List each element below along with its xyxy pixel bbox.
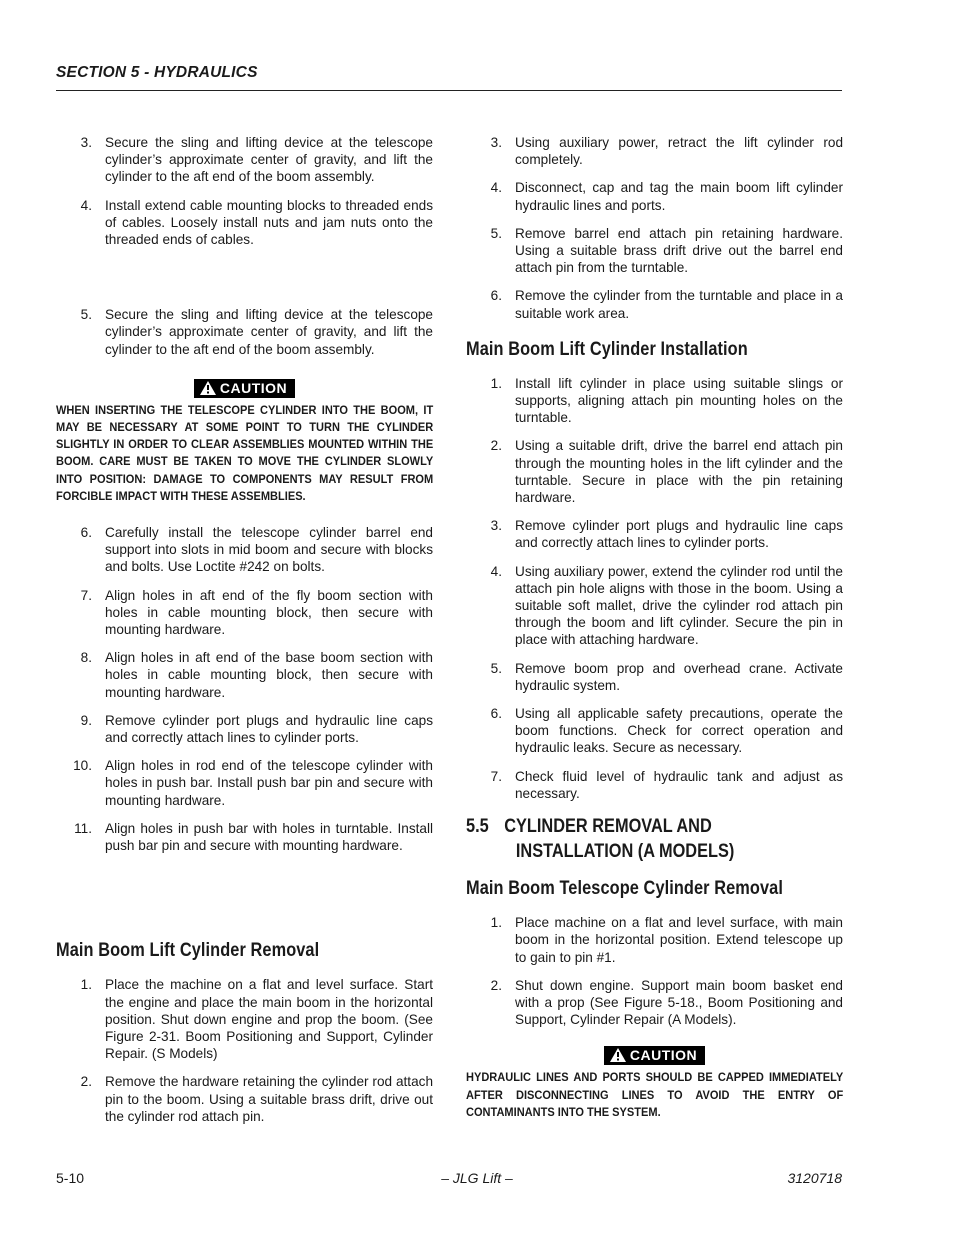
list-item: 5. Secure the sling and lifting device at the telescope cylinder’s approximate center of gravity, and lift the cylinder to the aft end of the boom assembly. <box>80 307 433 357</box>
list-item: 6. Using all applicable safety precautions, operate the boom functions. Check for correct operation and hydraulic leaks. Secure as necessary. <box>490 706 843 756</box>
list-item: 11. Align holes in push bar with holes in turntable. Install push bar pin and secure with mounting hardware. <box>74 820 433 854</box>
page-number: 5-10 <box>56 1170 85 1186</box>
section-number: 5.5 <box>466 816 489 838</box>
list-item: 8. Align holes in aft end of the base boom section with holes in cable mounting block, then secure with mounting hardware. <box>80 650 433 700</box>
list-item: 10. Align holes in rod end of the telescope cylinder with holes in push bar. Install push bar pin and secure with mounting hardware. <box>73 758 433 808</box>
list-item: 3. Secure the sling and lifting device at the telescope cylinder’s approximate center of gravity, and lift the cylinder to the aft end of the boom assembly. <box>80 135 433 185</box>
list-item: 9. Remove cylinder port plugs and hydraulic line caps and correctly attach lines to cylinder ports. <box>80 712 433 746</box>
list-item: 1. Place the machine on a flat and level surface. Start the engine and place the main boom in the horizontal position. Shut down engine and prop the boom. (See Figure 2-31. Boom Positioning and Support, Cylinder Repair. (S Models) <box>80 977 433 1062</box>
warning-triangle-icon <box>610 1048 626 1062</box>
section-title <box>466 814 843 864</box>
section-title-line2: INSTALLATION (A MODELS) <box>515 841 735 863</box>
footer-center: – JLG Lift – <box>441 1170 513 1186</box>
list-item: 6. Carefully install the telescope cylinder barrel end support into slots in mid boom and secure with blocks and bolts. Use Loctite #242 on bolts. <box>80 525 433 575</box>
telescope-heading: Main Boom Telescope Cylinder Removal <box>466 878 783 900</box>
section-title-line1: CYLINDER REMOVAL AND <box>504 816 712 838</box>
left-column <box>56 134 433 1136</box>
list-item: 6. Remove the cylinder from the turntable and place in a suitable work area. <box>490 288 843 321</box>
doc-number: 3120718 <box>787 1170 842 1186</box>
caution-text: WHEN INSERTING THE TELESCOPE CYLINDER INTO THE BOOM, IT MAY BE NECESSARY AT SOME POINT TO TURN THE CYLINDER SLIGHTLY IN ORDER TO CLEAR ASSEMBLIES MOUNTED WITHIN THE BOOM. CARE MUST BE TAKEN TO MOVE THE CYLINDER SLOWLY INTO POSITION: DAMAGE TO COMPONENTS MAY RESULT FROM FORCIBLE IMPACT WITH THESE ASSEMBLIES. <box>56 402 434 503</box>
header-rule <box>56 90 842 91</box>
list-item: 2. Remove the hardware retaining the cylinder rod attach pin to the boom. Using a suitable brass drift, drive out the cylinder rod attach pin. <box>80 1074 433 1124</box>
section-header: SECTION 5 - HYDRAULICS <box>56 64 258 81</box>
list-item: 3. Using auxiliary power, retract the lift cylinder rod completely. <box>490 135 843 168</box>
list-item: 1. Install lift cylinder in place using suitable slings or supports, aligning attach pin mounting holes on the turntable. <box>490 375 843 426</box>
list-item: 5. Remove barrel end attach pin retaining hardware. Using a suitable brass drift drive out the barrel end attach pin from the turntable. <box>490 225 843 276</box>
removal-heading: Main Boom Lift Cylinder Removal <box>56 940 320 962</box>
list-item: 4. Install extend cable mounting blocks to threaded ends of cables. Loosely install nuts and jam nuts onto the threaded ends of cables. <box>80 197 433 248</box>
list-item: 3. Remove cylinder port plugs and hydraulic line caps and correctly attach lines to cylinder ports. <box>490 518 843 551</box>
list-item: 5. Remove boom prop and overhead crane. Activate hydraulic system. <box>490 660 843 693</box>
caution-banner: CAUTION <box>56 379 433 398</box>
list-item: 7. Align holes in aft end of the fly boom section with holes in cable mounting block, then secure with mounting hardware. <box>80 587 433 638</box>
caution-banner: CAUTION <box>466 1046 843 1065</box>
list-item: 4. Using auxiliary power, extend the cylinder rod until the attach pin hole aligns with those in the boom. Using a suitable soft mallet, drive the cylinder rod attach pin through the boom and lift cylinder. Secure the pin in place with attaching hardware. <box>490 563 843 648</box>
warning-triangle-icon <box>200 381 216 395</box>
installation-heading: Main Boom Lift Cylinder Installation <box>466 338 748 360</box>
list-item: 4. Disconnect, cap and tag the main boom lift cylinder hydraulic lines and ports. <box>490 180 843 213</box>
list-item: 2. Shut down engine. Support main boom basket end with a prop (See Figure 5-18., Boom Positioning and Support, Cylinder Repair (A Models). <box>490 977 843 1028</box>
list-item: 7. Check fluid level of hydraulic tank and adjust as necessary. <box>490 768 843 801</box>
list-item: 2. Using a suitable drift, drive the barrel end attach pin through the mounting holes in the lift cylinder and the turntable. Secure in place with the pin retaining hardware. <box>490 438 843 506</box>
caution-text: HYDRAULIC LINES AND PORTS SHOULD BE CAPPED IMMEDIATELY AFTER DISCONNECTING LINES TO AVOID THE ENTRY OF CONTAMINANTS INTO THE SYSTEM. <box>466 1070 844 1119</box>
list-item: 1. Place machine on a flat and level surface, with main boom in the horizontal position. Extend telescope up to gain to pin #1. <box>490 915 843 965</box>
right-column <box>466 134 843 1121</box>
